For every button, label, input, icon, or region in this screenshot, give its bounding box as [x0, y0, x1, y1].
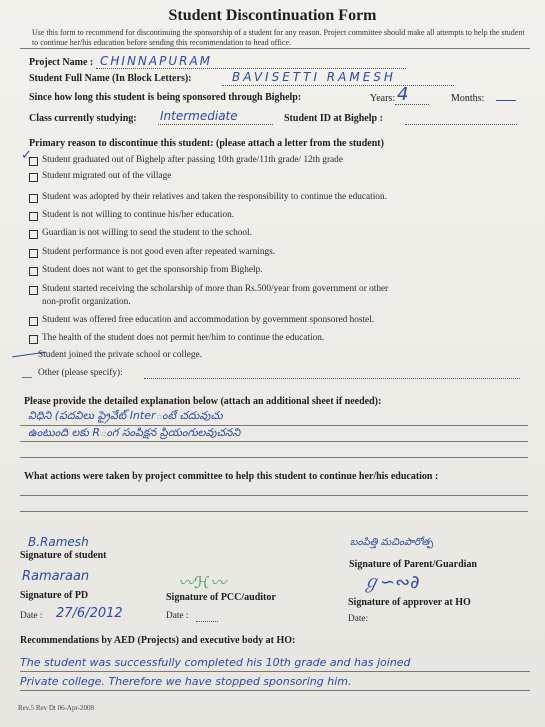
- explanation-line-2[interactable]: ఉంటుంది లకు Rంగ సంపిక్షన ప్రియంగులవుచనని: [28, 426, 241, 439]
- other-dash: [22, 377, 32, 378]
- pcc-signature-icon: 〰ℋ〰: [178, 573, 226, 592]
- checkmark-icon: ✓: [21, 148, 32, 163]
- parent-signature: బంపిత్తి మచింపారోత్ప: [350, 537, 434, 548]
- student-id-line: [405, 124, 517, 125]
- reason-checkbox-not-willing[interactable]: [29, 212, 38, 221]
- reason-checkbox-hostel[interactable]: [29, 317, 38, 326]
- footer-revision: Rev.5 Rev Dt 06-Apr-2008: [18, 704, 95, 712]
- student-name-line: [222, 85, 454, 86]
- class-label: Class currently studying:: [29, 113, 137, 124]
- years-line: [395, 104, 429, 105]
- pcc-date-label: Date :: [166, 611, 189, 621]
- class-line: [158, 124, 273, 125]
- project-name-label: Project Name :: [29, 57, 94, 68]
- reason-label-hostel: Student was offered free education and accommodation by government sponsored hostel.: [42, 315, 375, 325]
- explanation-rule-2: [20, 441, 528, 442]
- reason-label-no-sponsorship: Student does not want to get the sponsorship from Bighelp.: [42, 265, 263, 275]
- class-value[interactable]: Intermediate: [160, 109, 238, 123]
- intro-text: Use this form to recommend for discontinuing the sponsorship of a student for any reason. Project committee should make all attempts to help the student to continue her/his education before sending this recommendation to head office.: [32, 28, 525, 47]
- reason-checkbox-performance[interactable]: [29, 249, 38, 258]
- reason-label-graduated: Student graduated out of Bighelp after passing 10th grade/11th grade/ 12th grade: [42, 155, 343, 165]
- form-title: Student Discontinuation Form: [168, 7, 377, 24]
- reason-checkbox-adopted[interactable]: [29, 194, 38, 203]
- actions-label: What actions were taken by project committee to help this student to continue her/his education :: [24, 471, 439, 482]
- reason-label-not-willing: Student is not willing to continue his/her education.: [42, 210, 235, 220]
- student-name-label: Student Full Name (In Block Letters):: [29, 73, 192, 84]
- recommendation-rule-1: [20, 671, 530, 672]
- reason-checkbox-guardian[interactable]: [29, 230, 38, 239]
- reason-label-scholarship-cont: non-profit organization.: [42, 297, 131, 307]
- years-label: Years:: [370, 93, 396, 104]
- actions-rule-1: [20, 495, 528, 496]
- approver-signature-label: Signature of approver at HO: [348, 597, 471, 608]
- reason-label-migrated: Student migrated out of the village: [42, 171, 172, 181]
- reason-label-scholarship: Student started receiving the scholarship of more than Rs.500/year from government or other: [42, 284, 389, 294]
- approver-date-label: Date:: [348, 614, 369, 624]
- pcc-date-line: [196, 621, 218, 622]
- reason-label-private-college: Student joined the private school or college.: [38, 350, 202, 360]
- explanation-label: Please provide the detailed explanation below (attach an additional sheet if needed):: [24, 396, 382, 407]
- explanation-line-1[interactable]: విధిని (పదవిలు ప్రైవేట్ Interంటే చదువుచు: [28, 409, 223, 422]
- reason-checkbox-scholarship[interactable]: [29, 286, 38, 295]
- project-name-value[interactable]: CHINNAPURAM: [100, 54, 213, 68]
- approver-signature-icon: ℊ∽∾∂: [362, 572, 420, 593]
- project-name-line: [96, 68, 406, 69]
- parent-signature-label: Signature of Parent/Guardian: [349, 559, 477, 570]
- reason-label-other: Other (please specify):: [38, 368, 123, 378]
- pd-signature: Ramaraan: [22, 569, 90, 584]
- years-value[interactable]: 4: [397, 84, 409, 105]
- since-label: Since how long this student is being sponsored through Bighelp:: [29, 92, 302, 103]
- actions-rule-2: [20, 511, 528, 512]
- reason-label-health: The health of the student does not permit her/him to continue the education.: [42, 333, 325, 343]
- student-signature-label: Signature of student: [20, 550, 107, 561]
- reason-label-performance: Student performance is not good even after repeated warnings.: [42, 247, 276, 257]
- other-line: [144, 378, 520, 379]
- intro-divider: [20, 48, 530, 49]
- explanation-rule-3: [20, 457, 528, 458]
- reason-checkbox-health[interactable]: [29, 335, 38, 344]
- reasons-heading: Primary reason to discontinue this student: (please attach a letter from the student): [29, 138, 384, 149]
- recommendation-rule-2: [20, 690, 530, 691]
- reason-label-adopted: Student was adopted by their relatives and taken the responsibility to continue the education.: [42, 192, 387, 202]
- pd-date-value[interactable]: 27/6/2012: [56, 606, 123, 621]
- student-name-value[interactable]: BAVISETTI RAMESH: [232, 70, 396, 84]
- recommendation-line-2[interactable]: Private college. Therefore we have stopped sponsoring him.: [20, 675, 352, 688]
- recommendation-line-1[interactable]: The student was successfully completed his 10th grade and has joined: [20, 656, 411, 669]
- reason-checkbox-no-sponsorship[interactable]: [29, 267, 38, 276]
- months-label: Months:: [451, 93, 485, 104]
- pd-signature-label: Signature of PD: [20, 590, 89, 601]
- pd-date-label: Date :: [20, 611, 43, 621]
- reason-label-guardian: Guardian is not willing to send the student to the school.: [42, 228, 252, 238]
- recommendation-label: Recommendations by AED (Projects) and executive body at HO:: [20, 635, 296, 646]
- student-signature: B.Ramesh: [28, 535, 89, 549]
- reason-checkbox-migrated[interactable]: [29, 173, 38, 182]
- pcc-signature-label: Signature of PCC/auditor: [166, 592, 276, 603]
- student-id-label: Student ID at Bighelp :: [284, 113, 383, 124]
- months-dash: [496, 100, 516, 101]
